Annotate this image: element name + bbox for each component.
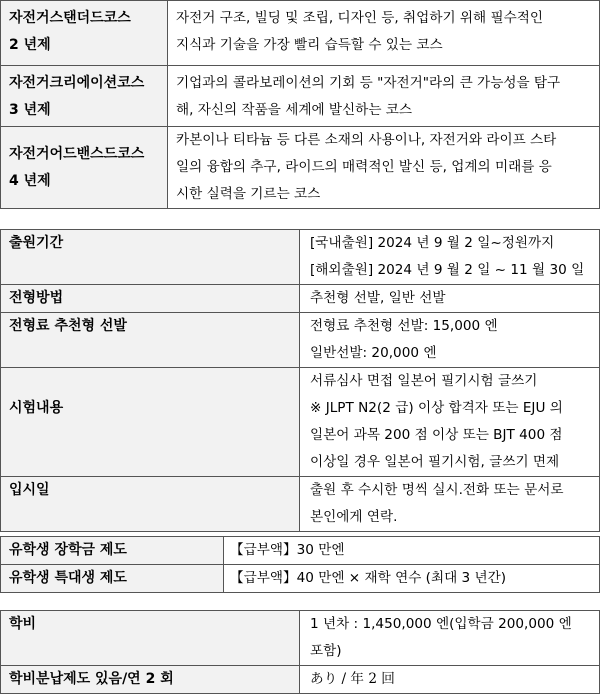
course-desc-line: 지식과 기술을 가장 빨리 습득할 수 있는 코스 [176, 37, 443, 53]
admission-label: 출원기간 [9, 235, 64, 251]
admission-row [1, 230, 600, 285]
tuition-row [1, 611, 600, 666]
scholarship-label: 유학생 장학금 제도 [9, 542, 127, 558]
admission-value-line: [해외출원] 2024 년 9 월 2 일 ~ 11 월 30 일 [310, 262, 585, 278]
admission-value-line: 출원 후 수시한 명씩 실시.전화 또는 문서로 [310, 482, 564, 498]
admission-value-cell [300, 368, 600, 477]
scholarship-table [0, 536, 600, 593]
scholarship-row [1, 565, 600, 593]
course-years: 2 년제 [9, 37, 51, 53]
admission-value-cell [300, 285, 600, 313]
admission-value-line: 본인에게 연락. [310, 509, 398, 525]
course-years: 3 년제 [9, 102, 51, 118]
course-name-cell [1, 1, 168, 66]
scholarship-label-cell [1, 537, 224, 565]
admission-label-cell [1, 313, 300, 368]
admission-label-cell [1, 368, 300, 477]
tuition-value-cell [300, 611, 600, 666]
admission-value-line: 추천형 선발, 일반 선발 [310, 290, 446, 306]
tuition-table [0, 610, 600, 694]
admission-row [1, 368, 600, 477]
tuition-value-line: あり / 年 2 回 [310, 671, 395, 687]
tuition-value-cell [300, 666, 600, 694]
tuition-label: 학비분납제도 있음/연 2 회 [9, 671, 174, 687]
scholarship-label-cell [1, 565, 224, 593]
admission-value-cell [300, 230, 600, 285]
course-row [1, 66, 600, 127]
admission-value-line: 일본어 과목 200 점 이상 또는 BJT 400 점 [310, 427, 563, 443]
course-table [0, 0, 600, 209]
scholarship-value-cell [224, 565, 600, 593]
course-row [1, 127, 600, 209]
scholarship-label: 유학생 특대생 제도 [9, 570, 127, 586]
admission-label: 입시일 [9, 482, 50, 498]
admission-row [1, 313, 600, 368]
admission-value-line: 전형료 추천형 선발: 15,000 엔 [310, 318, 498, 334]
scholarship-value: 【급부액】40 만엔 × 재학 연수 (최대 3 년간) [230, 570, 507, 586]
course-years: 4 년제 [9, 173, 51, 189]
admission-label: 전형료 추천형 선발 [9, 318, 127, 334]
scholarship-value-cell [224, 537, 600, 565]
admission-value-line: ※ JLPT N2(2 급) 이상 합격자 또는 EJU 의 [310, 400, 563, 416]
course-desc-cell [168, 1, 600, 66]
admission-value-cell [300, 313, 600, 368]
admission-table [0, 229, 600, 532]
admission-value-line: 서류심사 면접 일본어 필기시험 글쓰기 [310, 373, 538, 389]
tuition-label-cell [1, 611, 300, 666]
course-name-cell [1, 66, 168, 127]
course-name: 자전거스탠더드코스 [9, 10, 131, 26]
course-desc-line: 일의 융합의 추구, 라이드의 매력적인 발신 등, 업계의 미래를 응 [176, 159, 552, 175]
course-desc-cell [168, 127, 600, 209]
admission-value-line: 이상일 경우 일본어 필기시험, 글쓰기 면제 [310, 454, 560, 470]
admission-row [1, 477, 600, 532]
tuition-value-line: 1 년차 : 1,450,000 엔(입학금 200,000 엔 [310, 616, 572, 632]
admission-label-cell [1, 230, 300, 285]
course-name: 자전거크리에이션코스 [9, 75, 145, 91]
tuition-row [1, 666, 600, 694]
tuition-value-line: 포함) [310, 643, 342, 659]
admission-label: 시험내용 [9, 400, 64, 416]
admission-value-line: 일반선발: 20,000 엔 [310, 345, 437, 361]
admission-value-line: [국내출원] 2024 년 9 월 2 일~정원까지 [310, 235, 555, 251]
course-desc-line: 해, 자신의 작품을 세계에 발신하는 코스 [176, 102, 413, 118]
course-desc-line: 시한 실력을 기르는 코스 [176, 186, 321, 202]
course-row [1, 1, 600, 66]
course-desc-line: 카본이나 티타늄 등 다른 소재의 사용이나, 자전거와 라이프 스타 [176, 132, 557, 148]
course-desc-line: 자전거 구조, 빌딩 및 조립, 디자인 등, 취업하기 위해 필수적인 [176, 10, 544, 26]
course-name: 자전거어드밴스드코스 [9, 146, 145, 162]
tuition-label: 학비 [9, 616, 37, 632]
admission-row [1, 285, 600, 313]
admission-label-cell [1, 477, 300, 532]
scholarship-value: 【급부액】30 만엔 [230, 542, 345, 558]
course-desc-line: 기업과의 콜라보레이션의 기회 등 "자전거"라의 큰 가능성을 탐구 [176, 75, 561, 91]
admission-label-cell [1, 285, 300, 313]
scholarship-row [1, 537, 600, 565]
admission-value-cell [300, 477, 600, 532]
course-desc-cell [168, 66, 600, 127]
tuition-label-cell [1, 666, 300, 694]
course-name-cell [1, 127, 168, 209]
admission-label: 전형방법 [9, 290, 64, 306]
